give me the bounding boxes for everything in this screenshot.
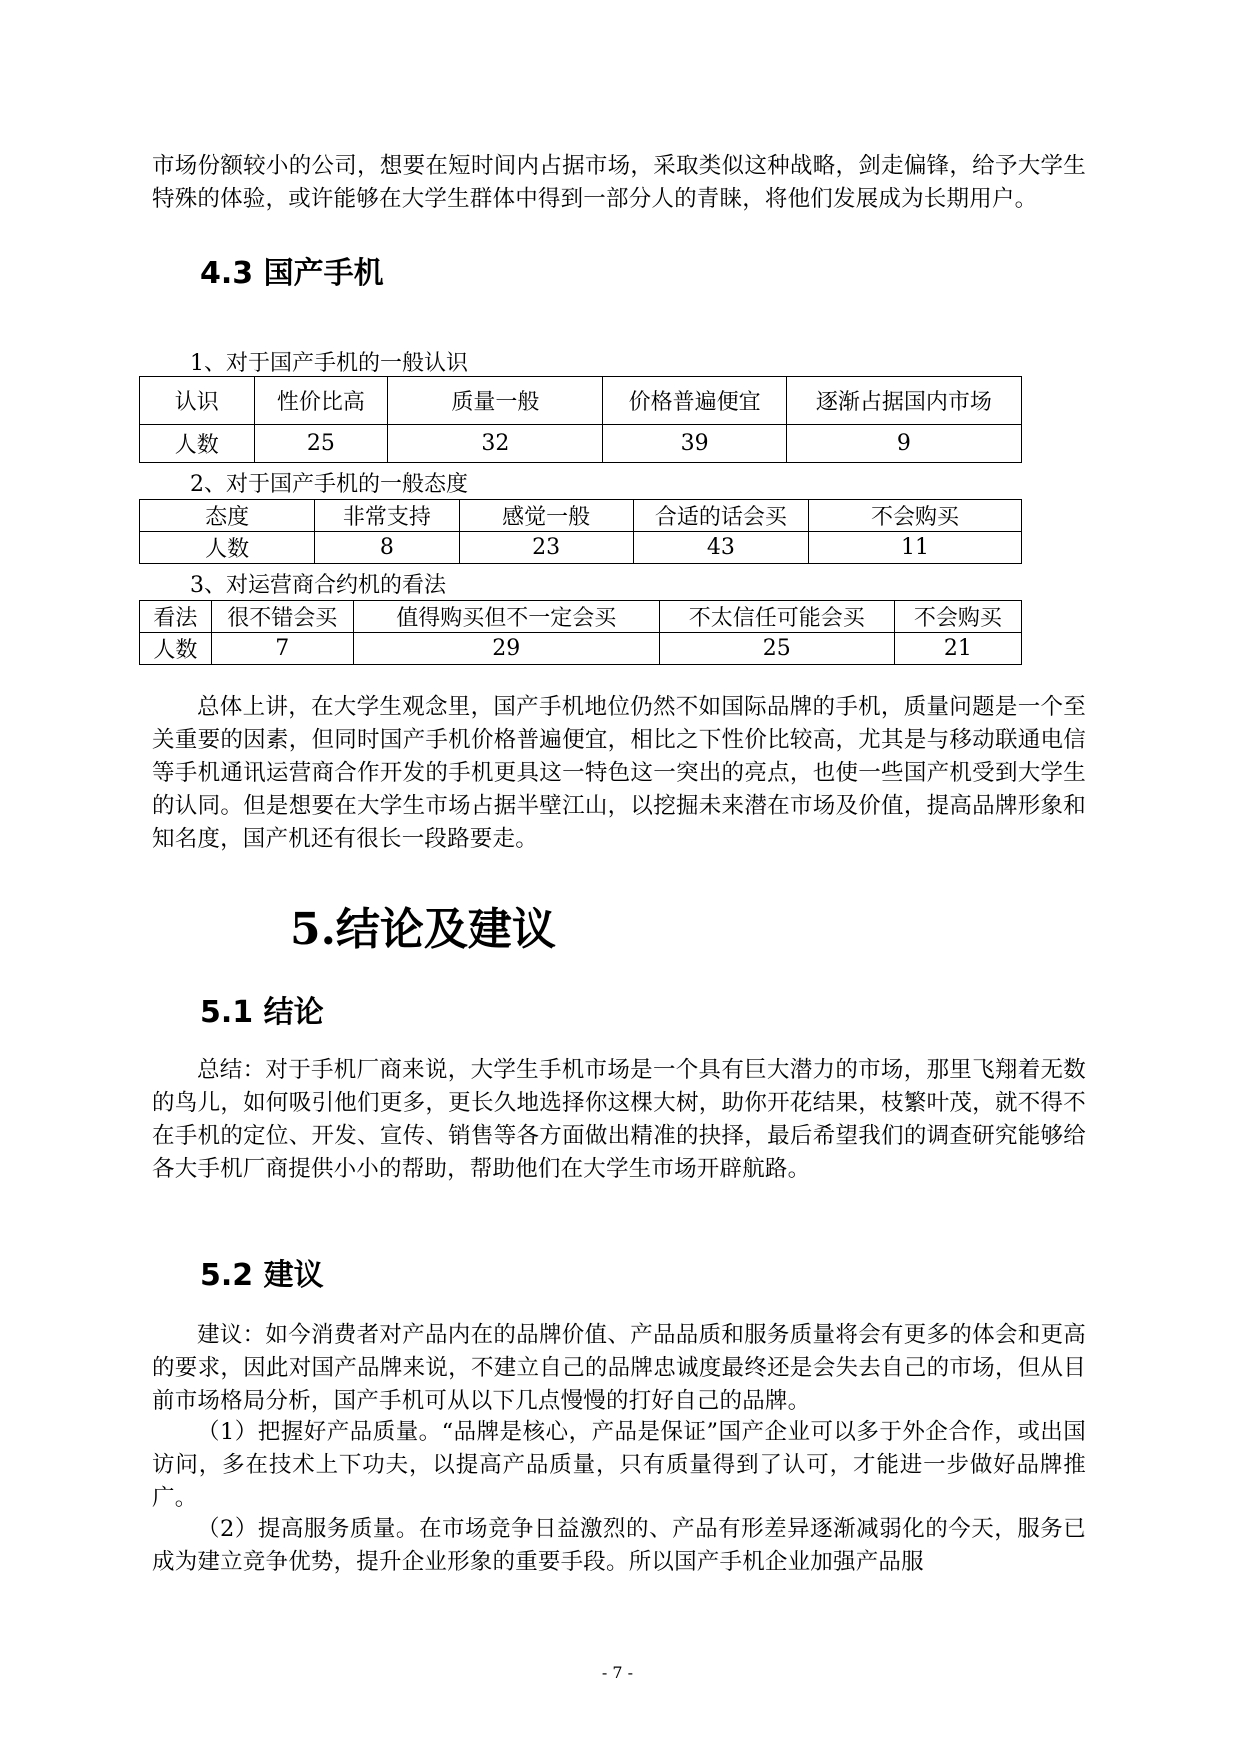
table-cell: 23 — [459, 532, 633, 564]
section-4-3-heading: 4.3 国产手机 — [200, 256, 384, 291]
section-5-1-heading: 5.1 结论 — [200, 995, 324, 1030]
table-general-perception — [139, 376, 1022, 463]
table-cell: 价格普遍便宜 — [603, 377, 786, 425]
table-cell: 感觉一般 — [459, 500, 633, 532]
table-cell: 11 — [808, 532, 1021, 564]
chapter-5-heading: 5.结论及建议 — [290, 904, 556, 955]
table-cell: 认识 — [140, 377, 255, 425]
table-carrier-contract-phones — [139, 600, 1022, 665]
suggestion-point-1: （1）把握好产品质量。“品牌是核心，产品是保证”国产企业可以多于外企合作，或出国访问，多在技术上下功夫，以提高产品质量，只有质量得到了认可，才能进一步做好品牌推广。 — [152, 1419, 1086, 1511]
table-row — [140, 532, 1022, 564]
section-5-2-text: 建议：如今消费者对产品内在的品牌价值、产品品质和服务质量将会有更多的体会和更高的要求，因此对国产品牌来说，不建立自己的品牌忠诚度最终还是会失去自己的市场，但从目前市场格局分析，国产手机可从以下几点慢慢的打好自己的品牌。 — [152, 1322, 1086, 1414]
table-cell: 不太信任可能会买 — [659, 601, 894, 633]
suggestion-point-2: （2）提高服务质量。在市场竞争日益激烈的、产品有形差异逐渐减弱化的今天，服务已成为建立竞争优势，提升企业形象的重要手段。所以国产手机企业加强产品服 — [152, 1516, 1086, 1575]
table-cell: 质量一般 — [388, 377, 603, 425]
table-cell: 43 — [633, 532, 808, 564]
table-cell: 人数 — [140, 532, 315, 564]
table1-caption: 1、对于国产手机的一般认识 — [190, 351, 468, 376]
table-cell: 合适的话会买 — [633, 500, 808, 532]
table-cell: 8 — [315, 532, 459, 564]
table-cell: 25 — [659, 633, 894, 665]
table-cell: 态度 — [140, 500, 315, 532]
table-cell: 看法 — [140, 601, 212, 633]
intro-paragraph: 市场份额较小的公司，想要在短时间内占据市场，采取类似这种战略，剑走偏锋，给予大学生特殊的体验，或许能够在大学生群体中得到一部分人的青睐，将他们发展成为长期用户。 — [152, 153, 1086, 212]
table-row — [140, 633, 1022, 665]
section-5-1-text: 总结：对于手机厂商来说，大学生手机市场是一个具有巨大潜力的市场，那里飞翔着无数的鸟儿，如何吸引他们更多，更长久地选择你这棵大树，助你开花结果，枝繁叶茂，就不得不在手机的定位、开发、宣传、销售等各方面做出精准的抉择，最后希望我们的调查研究能够给各大手机厂商提供小小的帮助，帮助他们在大学生市场开辟航路。 — [152, 1057, 1086, 1182]
table-cell: 25 — [254, 425, 388, 463]
table-cell: 人数 — [140, 425, 255, 463]
table3-caption: 3、对运营商合约机的看法 — [190, 573, 446, 598]
table-cell: 人数 — [140, 633, 212, 665]
table-header-row — [140, 500, 1022, 532]
table2-caption: 2、对于国产手机的一般态度 — [190, 472, 468, 497]
table-cell: 7 — [211, 633, 353, 665]
table-header-row — [140, 601, 1022, 633]
table-cell: 29 — [353, 633, 659, 665]
table-cell: 39 — [603, 425, 786, 463]
section-5-2-heading: 5.2 建议 — [200, 1258, 324, 1293]
table-cell: 32 — [388, 425, 603, 463]
table-cell: 9 — [786, 425, 1021, 463]
table-cell: 性价比高 — [254, 377, 388, 425]
table-general-attitude — [139, 499, 1022, 564]
table-row — [140, 425, 1022, 463]
table-header-row — [140, 377, 1022, 425]
section-4-3-summary: 总体上讲，在大学生观念里，国产手机地位仍然不如国际品牌的手机，质量问题是一个至关重要的因素，但同时国产手机价格普遍便宜，相比之下性价比较高，尤其是与移动联通电信等手机通讯运营商合作开发的手机更具这一特色这一突出的亮点，也使一些国产机受到大学生的认同。但是想要在大学生市场占据半壁江山，以挖掘未来潜在市场及价值，提高品牌形象和知名度，国产机还有很长一段路要走。 — [152, 694, 1086, 852]
table-cell: 逐渐占据国内市场 — [786, 377, 1021, 425]
table-cell: 21 — [894, 633, 1021, 665]
table-cell: 不会购买 — [894, 601, 1021, 633]
table-cell: 不会购买 — [808, 500, 1021, 532]
table-cell: 值得购买但不一定会买 — [353, 601, 659, 633]
table-cell: 很不错会买 — [211, 601, 353, 633]
page-number: - 7 - — [601, 1663, 634, 1682]
table-cell: 非常支持 — [315, 500, 459, 532]
